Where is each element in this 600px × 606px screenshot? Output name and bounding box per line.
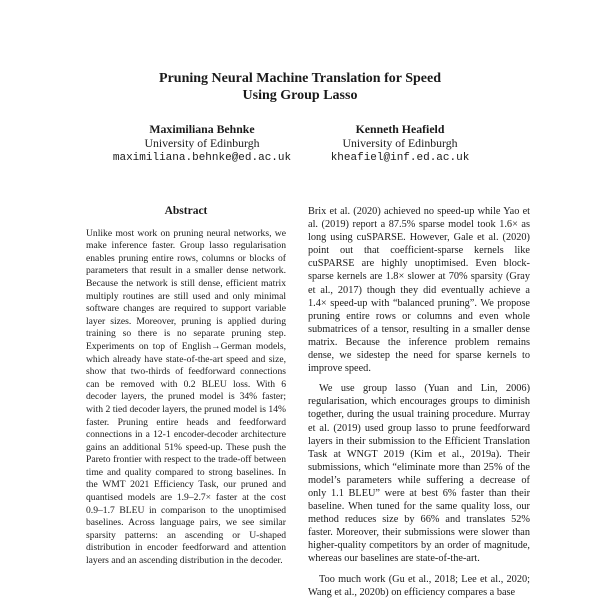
abstract-text: Unlike most work on pruning neural networks, we make inference faster. Group lasso regularisation enables pruning entire rows, columns or blocks of parameters that result in a smaller dense network. Because the network is still dense, efficient matrix multiply routines are still used and only minimal software changes are required to support variable layer sizes. Moreover, pruning is applied during training so there is no separate pruning step. Experiments on top of English→German models, which already have state-of-the-art speed and size, show that two-thirds of feedforward connections can be removed with 0.2 BLEU loss. With 6 decoder layers, the pruned model is 34% faster; with 2 tied decoder layers, the pruned model is 14% faster. Pruning entire heads and feedforward connections in a 12-1 encoder-decoder architecture gains an additional 51% speed-up. These push the Pareto frontier with respect to the trade-off between time and quality compared to strong baselines. In the WMT 2021 Efficiency Task, our pruned and quantised models are 1.9–2.7× faster at the cost 0.9–1.7 BLEU in comparison to the unoptimised baselines. Across language pairs, we see similar sparsity patterns: an ascending or U-shaped distribution in encoder feedforward and attention layers and an ascending distribution in the decoder. (86, 227, 286, 567)
paper-title (0, 70, 600, 104)
author-affiliation: University of Edinburgh (342, 136, 458, 150)
author-block-2 (280, 122, 520, 165)
author-name: Kenneth Heafield (355, 122, 445, 136)
abstract-column (86, 205, 286, 575)
body-paragraph: We use group lasso (Yuan and Lin, 2006) regularisation, which encourages groups to diminish together, during the usual training procedure. Murray et al. (2019) used group lasso to prune feedforward layers in their submission to the Efficient Translation Task at WNGT 2019 (Kim et al., 2019a). Their submissions, which “eliminate more than 25% of the model’s parameters while suffering a decrease of only 1.1 BLEU” were at best 6% faster than their baseline. When tuned for the same quality loss, our method reduces size by 66% and translates 52% faster. Moreover, their submissions were slower than higher-quality competitors by an order of magnitude, whereas our baselines are state-of-the-art. (308, 383, 530, 565)
author-email: kheafiel@inf.ed.ac.uk (330, 152, 470, 164)
abstract-heading: Abstract (164, 205, 208, 217)
author-email: maximiliana.behnke@ed.ac.uk (112, 152, 292, 164)
paper-title-line-1: Pruning Neural Machine Translation for Speed (159, 71, 441, 86)
body-paragraph: Brix et al. (2020) achieved no speed-up while Yao et al. (2019) report a 87.5% sparse model took 1.6× as long using cuSPARSE. However, Gale et al. (2020) point out that coefficient-sparse kernels like cuSPARSE are highly unoptimised. Even block-sparse kernels are 1.8× slower at 70% sparsity (Gray et al., 2017) though they did eventually achieve a 1.4× speed-up with “balanced pruning”. We propose pruning entire rows or columns and even whole submatrices of a tensor, resulting in a smaller dense matrix. Because the inference problem remains dense, we sidestep the need for sparse kernels to improve speed. (308, 206, 530, 375)
body-column (308, 205, 530, 606)
author-affiliation: University of Edinburgh (144, 136, 260, 150)
body-paragraph: Too much work (Gu et al., 2018; Lee et al., 2020; Wang et al., 2020b) on efficiency compares a base (308, 573, 530, 598)
paper-title-line-2: Using Group Lasso (242, 88, 358, 103)
author-name: Maximiliana Behnke (149, 122, 255, 136)
